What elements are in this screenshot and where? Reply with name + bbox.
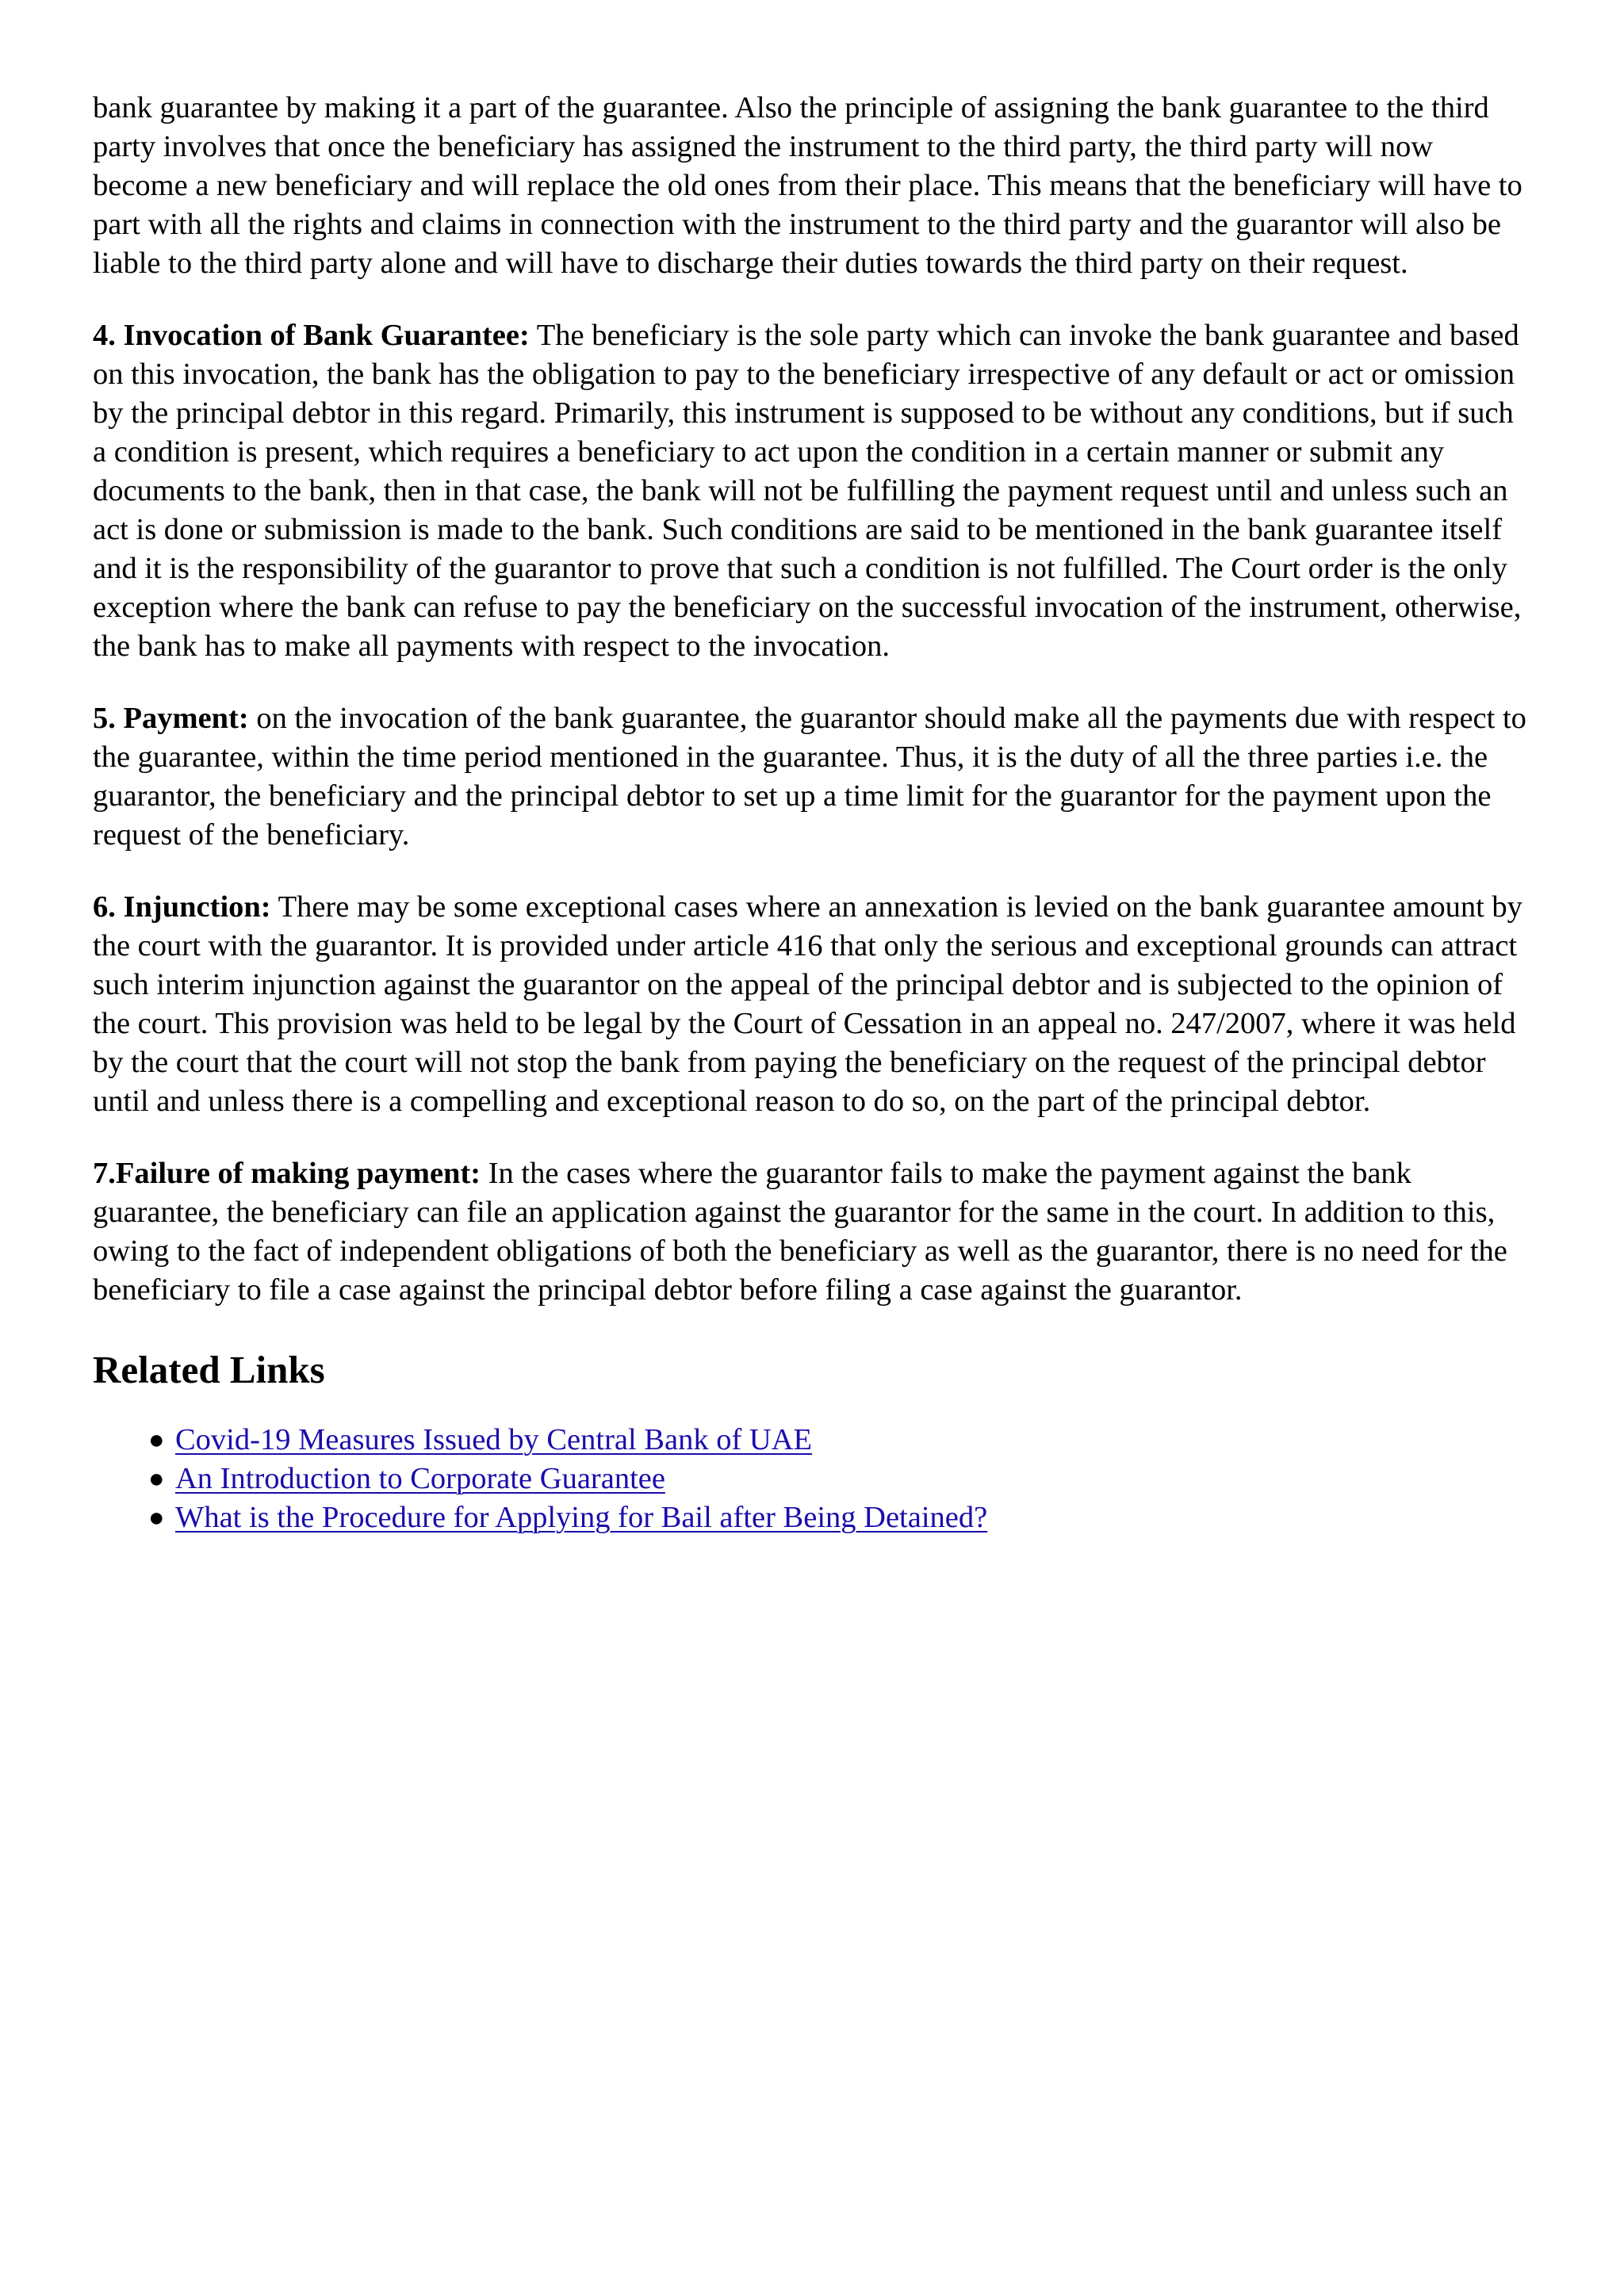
paragraph-text: The beneficiary is the sole party which can invoke the bank guarantee and based on this invocation, the bank has the obligation to pay to the beneficiary irrespective of any default or act or omission by the principal debtor in this regard. Primarily, this instrument is supposed to be without any conditions, but if such a condition is present, which requires a beneficiary to act upon the condition in a certain manner or submit any documents to the bank, then in that case, the bank will not be fulfilling the payment request until and unless such an act is done or submission is made to the bank. Such conditions are said to be mentioned in the bank guarantee itself and it is the responsibility of the guarantor to prove that such a condition is not fulfilled. The Court order is the only exception where the bank can refuse to pay the beneficiary on the successful invocation of the instrument, otherwise, the bank has to make all payments with respect to the invocation. bbox=[93, 319, 1522, 663]
paragraph-payment bbox=[93, 699, 1532, 855]
list-item bbox=[148, 1421, 1532, 1460]
paragraph-failure-of-payment bbox=[93, 1154, 1532, 1310]
bullet-icon: ● bbox=[148, 1503, 165, 1533]
bullet-icon: ● bbox=[148, 1425, 165, 1455]
paragraph-text: There may be some exceptional cases where an annexation is levied on the bank guarantee amount by the court with the guarantor. It is provided under article 416 that only the serious and exceptional grounds can attract such interim injunction against the guarantor on the appeal of the principal debtor and is subjected to the opinion of the court. This provision was held to be legal by the Court of Cessation in an appeal no. 247/2007, where it was held by the court that the court will not stop the bank from paying the beneficiary on the request of the principal debtor until and unless there is a compelling and exceptional reason to do so, on the part of the principal debtor. bbox=[93, 890, 1522, 1118]
paragraph-heading: 4. Invocation of Bank Guarantee: bbox=[93, 319, 530, 352]
bullet-icon: ● bbox=[148, 1464, 165, 1494]
paragraph-text: on the invocation of the bank guarantee, the guarantor should make all the payments due with respect to the guarantee, within the time period mentioned in the guarantee. Thus, it is the duty of all the three parties i.e. the guarantor, the beneficiary and the principal debtor to set up a time limit for the guarantor for the payment upon the request of the beneficiary. bbox=[93, 702, 1526, 851]
related-links-list bbox=[93, 1421, 1532, 1537]
paragraph-text: bank guarantee by making it a part of the guarantee. Also the principle of assigning the bank guarantee to the third party involves that once the beneficiary has assigned the instrument to the third party, the third party will now become a new beneficiary and will replace the old ones from their place. This means that the beneficiary will have to part with all the rights and claims in connection with the instrument to the third party and the guarantor will also be liable to the third party alone and will have to discharge their duties towards the third party on their request. bbox=[93, 91, 1522, 280]
paragraph-invocation bbox=[93, 316, 1532, 666]
paragraph-heading: 5. Payment: bbox=[93, 702, 249, 735]
list-item bbox=[148, 1498, 1532, 1537]
paragraph-assignment-continued bbox=[93, 89, 1532, 283]
related-link-corporate-guarantee[interactable]: An Introduction to Corporate Guarantee bbox=[175, 1462, 665, 1495]
paragraph-text: In the cases where the guarantor fails to make the payment against the bank guarantee, the beneficiary can file an application against the guarantor for the same in the court. In addition to this, owing to the fact of independent obligations of both the beneficiary as well as the guarantor, there is no need for the beneficiary to file a case against the principal debtor before filing a case against the guarantor. bbox=[93, 1157, 1507, 1307]
list-item bbox=[148, 1460, 1532, 1498]
document-page bbox=[93, 89, 1532, 1537]
paragraph-heading: 6. Injunction: bbox=[93, 890, 271, 924]
paragraph-heading: 7.Failure of making payment: bbox=[93, 1157, 481, 1190]
related-link-bail-procedure[interactable]: What is the Procedure for Applying for Bail after Being Detained? bbox=[175, 1501, 988, 1534]
paragraph-injunction bbox=[93, 888, 1532, 1121]
related-link-covid-measures[interactable]: Covid-19 Measures Issued by Central Bank of UAE bbox=[175, 1423, 813, 1456]
related-links-heading: Related Links bbox=[93, 1348, 325, 1391]
